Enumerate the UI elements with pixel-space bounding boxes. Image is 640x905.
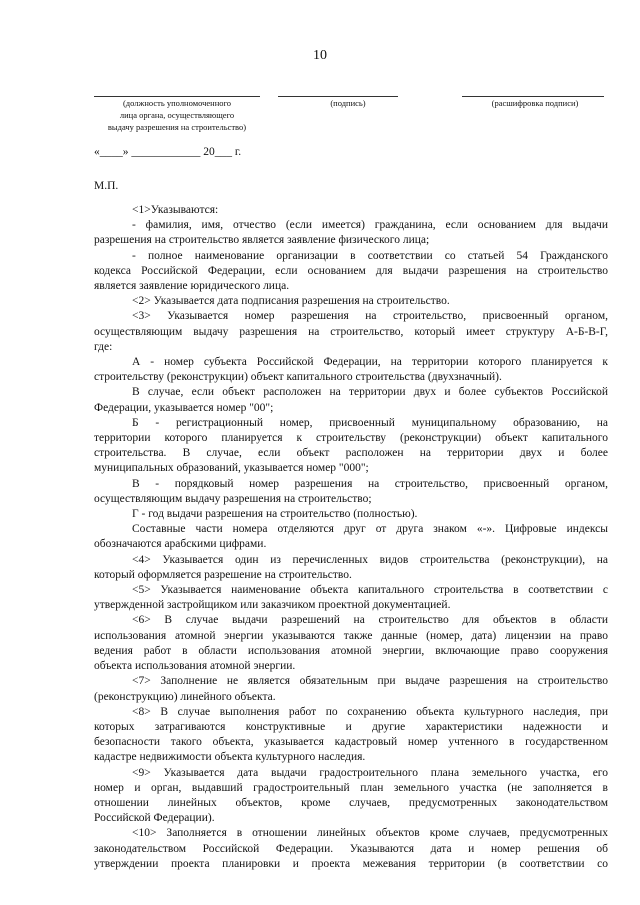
signature-caption: (подпись) (330, 98, 366, 108)
text-line: обозначаются арабскими цифрами. (94, 538, 267, 551)
text-line: <2> Указывается дата подписания разрешения на строительство. (132, 295, 450, 308)
date-line: «____» ____________ 20___ г. (94, 146, 242, 158)
position-caption-line: лица органа, осуществляющего (119, 110, 235, 120)
position-caption (86, 97, 268, 133)
text-line: которых затрагиваются конструктивные и другие характеристики надежности и (94, 720, 608, 733)
text-line: (реконструкцию) линейного объекта. (94, 690, 276, 703)
text-line: <1>Указываются: (132, 204, 219, 216)
text-line: законодательством Российской Федерации. Указываются дата и номер решения об (94, 842, 608, 855)
text-line: номер и орган, выдавший градостроительный план земельного участка (не заполняется в (94, 781, 608, 794)
text-line: Г - год выдачи разрешения на строительство (полностью). (132, 508, 418, 521)
text-line: Б - регистрационный номер, присвоенный муниципальному образованию, на (132, 416, 608, 429)
text-line: В случае, если объект расположен на территории двух и более субъектов Российской (132, 386, 608, 399)
text-line: использования атомной энергии указываются также данные (номер, дата) лицензии на право (94, 629, 608, 642)
text-line: - фамилия, имя, отчество (если имеется) гражданина, если основанием для выдачи (132, 219, 608, 232)
text-line: осуществляющим выдачу разрешения на строительство, который имеет структуру А-Б-В-Г, (94, 325, 608, 338)
text-line: Составные части номера отделяются друг от друга знаком «-». Цифровые индексы (132, 523, 608, 536)
text-line: - полное наименование организации в соответствии со статьей 54 Гражданского (132, 249, 608, 262)
text-line: ведения работ в области использования атомной энергии, включающие право сооружения (94, 644, 608, 657)
text-line: утвержденной застройщиком или заказчиком проектной документацией. (94, 599, 451, 612)
text-line: <6> В случае выдачи разрешений на строительство для объектов в области (132, 614, 608, 627)
text-line: кодекса Российской Федерации, если основанием для выдачи разрешения на строительство (94, 264, 608, 277)
text-line: объекта использования атомной энергии. (94, 660, 296, 673)
text-line: <7> Заполнение не является обязательным при выдаче разрешения на строительство (132, 675, 608, 688)
text-line: строительства. В случае, если объект расположен на территории двух и более (94, 447, 608, 460)
text-line: А - номер субъекта Российской Федерации, на территории которого планируется к (132, 356, 608, 369)
text-line: <3> Указывается номер разрешения на строительство, присвоенный органом, (132, 310, 608, 323)
page-number: 10 (313, 48, 327, 63)
footnotes-body (94, 203, 608, 872)
text-line: <9> Указывается дата выдачи градостроительного плана земельного участка, его (132, 766, 608, 779)
name-caption: (расшифровка подписи) (491, 98, 579, 108)
text-line: строительству (реконструкции) объект капитального строительства (двухзначный). (94, 371, 502, 384)
text-line: который оформляется разрешение на строительство. (94, 568, 352, 581)
text-line: Российской Федерации). (94, 812, 215, 825)
text-line: <10> Заполняется в отношении линейных объектов кроме случаев, предусмотренных (132, 827, 608, 840)
text-line: В - порядковый номер разрешения на строительство, присвоенный органом, (132, 477, 608, 490)
text-line: разрешения на строительство является заявление физического лица; (94, 234, 430, 247)
stamp-label: М.П. (94, 180, 119, 192)
text-line: осуществляющим выдачу разрешения на строительство; (94, 492, 372, 505)
text-line: отношении линейных объектов, кроме случаев, предусмотренных законодательством (94, 796, 608, 809)
text-line: является заявление юридического лица. (94, 280, 290, 293)
text-line: муниципальных образований, указывается номер "000"; (94, 462, 369, 475)
text-line: территории которого планируется к строительству (реконструкции) объект капитального (94, 432, 608, 445)
text-line: утверждении проекта планировки и проекта межевания территории (в соответствии со (94, 857, 608, 870)
text-line: безопасности такого объекта, указывается кадастровый номер учтенного в государственном (94, 736, 608, 749)
text-line: <5> Указывается наименование объекта капитального строительства в соответствии с (132, 584, 608, 597)
position-caption-line: выдачу разрешения на строительство) (107, 122, 247, 132)
text-line: <8> В случае выполнения работ по сохранению объекта культурного наследия, при (132, 705, 608, 718)
position-caption-line: (должность уполномоченного (122, 98, 232, 108)
text-line: Федерации, указывается номер "00"; (94, 401, 274, 414)
text-line: <4> Указывается один из перечисленных видов строительства (реконструкции), на (132, 553, 608, 566)
text-line: где: (94, 340, 113, 353)
text-line: кадастре недвижимости объекта культурного наследия. (94, 751, 366, 764)
